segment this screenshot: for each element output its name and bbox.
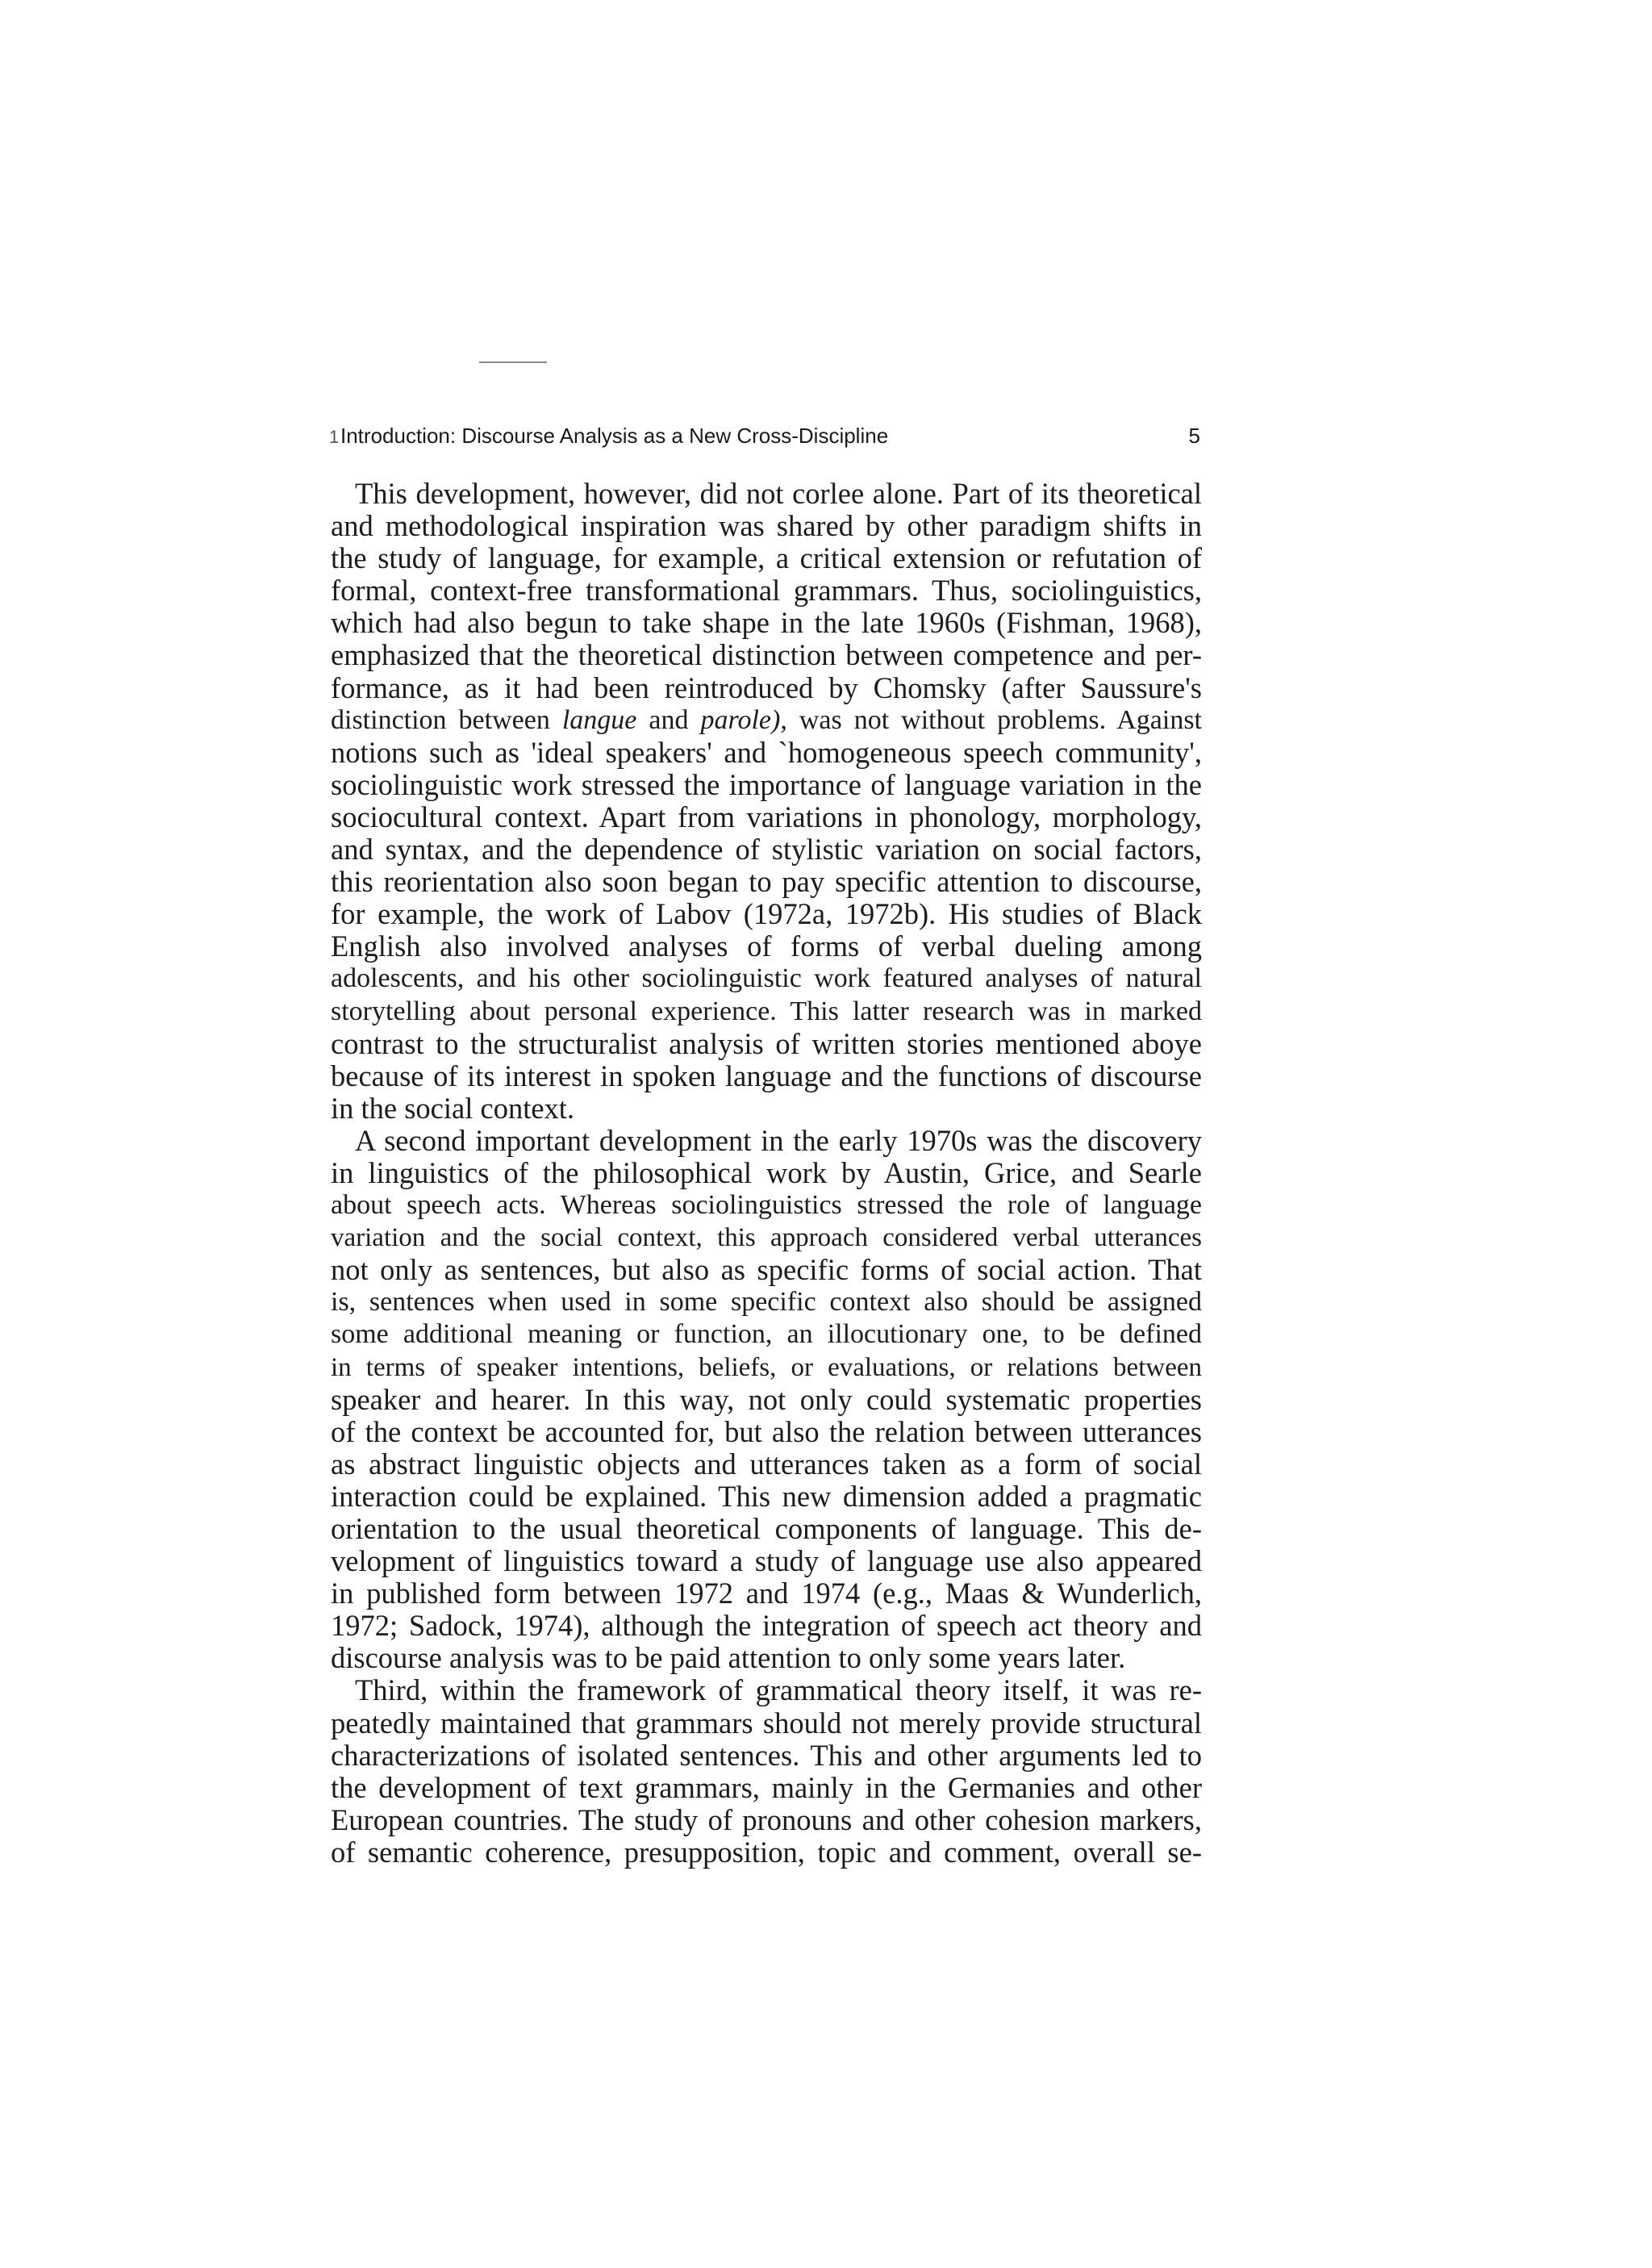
text-line: formal, context-free transformational grammars. Thus, sociolinguistics, (331, 574, 1202, 608)
text-line: in linguistics of the philosophical work by Austin, Grice, and Searle (331, 1155, 1202, 1189)
text-line: storytelling about personal experience. This latter research was in marked (331, 996, 1202, 1026)
text-line: characterizations of isolated sentences. This and other arguments led to (331, 1738, 1202, 1772)
italic-term-langue: langue (561, 704, 637, 735)
text-line: orientation to the usual theoretical components of language. This de- (331, 1512, 1202, 1545)
page-number: 5 (1188, 424, 1200, 448)
text-line: variation and the social context, this approach considered verbal utterances (331, 1223, 1202, 1253)
text-line: and syntax, and the dependence of stylistic variation on social factors, (331, 833, 1202, 867)
text-line: This development, however, did not corlee alone. Part of its theoretical (355, 477, 1202, 510)
text-line (331, 704, 1202, 737)
text-line: European countries. The study of pronouns and other cohesion markers, (331, 1802, 1202, 1836)
top-rule (479, 361, 547, 363)
text-line: about speech acts. Whereas sociolinguistics stressed the role of language (331, 1190, 1202, 1221)
text-run: distinction between (331, 704, 562, 735)
text-line: contrast to the structuralist analysis of written stories mentioned aboye (331, 1026, 1202, 1060)
body-text (331, 478, 1202, 1869)
text-line: notions such as 'ideal speakers' and `homogeneous speech community', (331, 735, 1202, 769)
running-head (329, 418, 1200, 453)
text-line: 1972; Sadock, 1974), although the integration of speech act theory and (331, 1609, 1202, 1643)
text-line: for example, the work of Labov (1972a, 1972b). His studies of Black (331, 897, 1202, 931)
text-line: is, sentences when used in some specific context also should be assigned (331, 1287, 1202, 1318)
text-line: the study of language, for example, a critical extension or refutation of (331, 541, 1202, 575)
text-line: peatedly maintained that grammars should not merely provide structural (331, 1706, 1202, 1740)
text-line: Third, within the framework of grammatical theory itself, it was re- (355, 1673, 1202, 1707)
text-line: because of its interest in spoken language and the functions of discourse (331, 1059, 1202, 1092)
text-line: in the social context. (331, 1091, 575, 1125)
text-line: English also involved analyses of forms of verbal dueling among (331, 929, 1202, 963)
text-line: sociocultural context. Apart from variations in phonology, morphology, (331, 800, 1202, 833)
text-line: discourse analysis was to be paid attention to only some years later. (331, 1641, 1126, 1675)
text-line: sociolinguistic work stressed the importance of language variation in the (331, 767, 1202, 801)
text-line: and methodological inspiration was shared by other paradigm shifts in (331, 509, 1202, 543)
running-head-title: Introduction: Discourse Analysis as a New Cross-Discipline (340, 424, 889, 448)
text-line: of semantic coherence, presupposition, topic and comment, overall se- (331, 1835, 1202, 1869)
text-line: adolescents, and his other sociolinguistic work featured analyses of natural (331, 963, 1202, 994)
italic-term-parole: parole), (700, 704, 787, 735)
text-run: and (636, 704, 701, 735)
text-line: the development of text grammars, mainly in the Germanies and other (331, 1770, 1202, 1804)
chapter-number: 1 (329, 427, 340, 447)
text-line: emphasized that the theoretical distinction between competence and per- (331, 638, 1202, 672)
text-run: was not without problems. Against (786, 704, 1203, 735)
text-line: interaction could be explained. This new dimension added a pragmatic (331, 1479, 1202, 1513)
text-line: velopment of linguistics toward a study of language use also appeared (331, 1544, 1202, 1578)
text-line: some additional meaning or function, an illocutionary one, to be defined (331, 1319, 1202, 1350)
text-line: which had also begun to take shape in the late 1960s (Fishman, 1968), (331, 606, 1202, 640)
text-line: speaker and hearer. In this way, not only could systematic properties (331, 1382, 1202, 1416)
paragraph-2 (331, 1125, 1202, 1675)
text-line: not only as sentences, but also as specific forms of social action. That (331, 1253, 1202, 1287)
text-line: of the context be accounted for, but also the relation between utterances (331, 1414, 1202, 1448)
text-line: in terms of speaker intentions, beliefs, or evaluations, or relations between (331, 1352, 1202, 1382)
text-line: this reorientation also soon began to pay specific attention to discourse, (331, 865, 1202, 899)
paragraph-3 (331, 1674, 1202, 1869)
paragraph-1 (331, 478, 1202, 1125)
text-line: in published form between 1972 and 1974 (e.g., Maas & Wunderlich, (331, 1577, 1202, 1610)
text-line: formance, as it had been reintroduced by Chomsky (after Saussure's (331, 670, 1202, 704)
text-line: A second important development in the early 1970s was the discovery (355, 1123, 1202, 1157)
text-line: as abstract linguistic objects and utterances taken as a form of social (331, 1447, 1202, 1481)
